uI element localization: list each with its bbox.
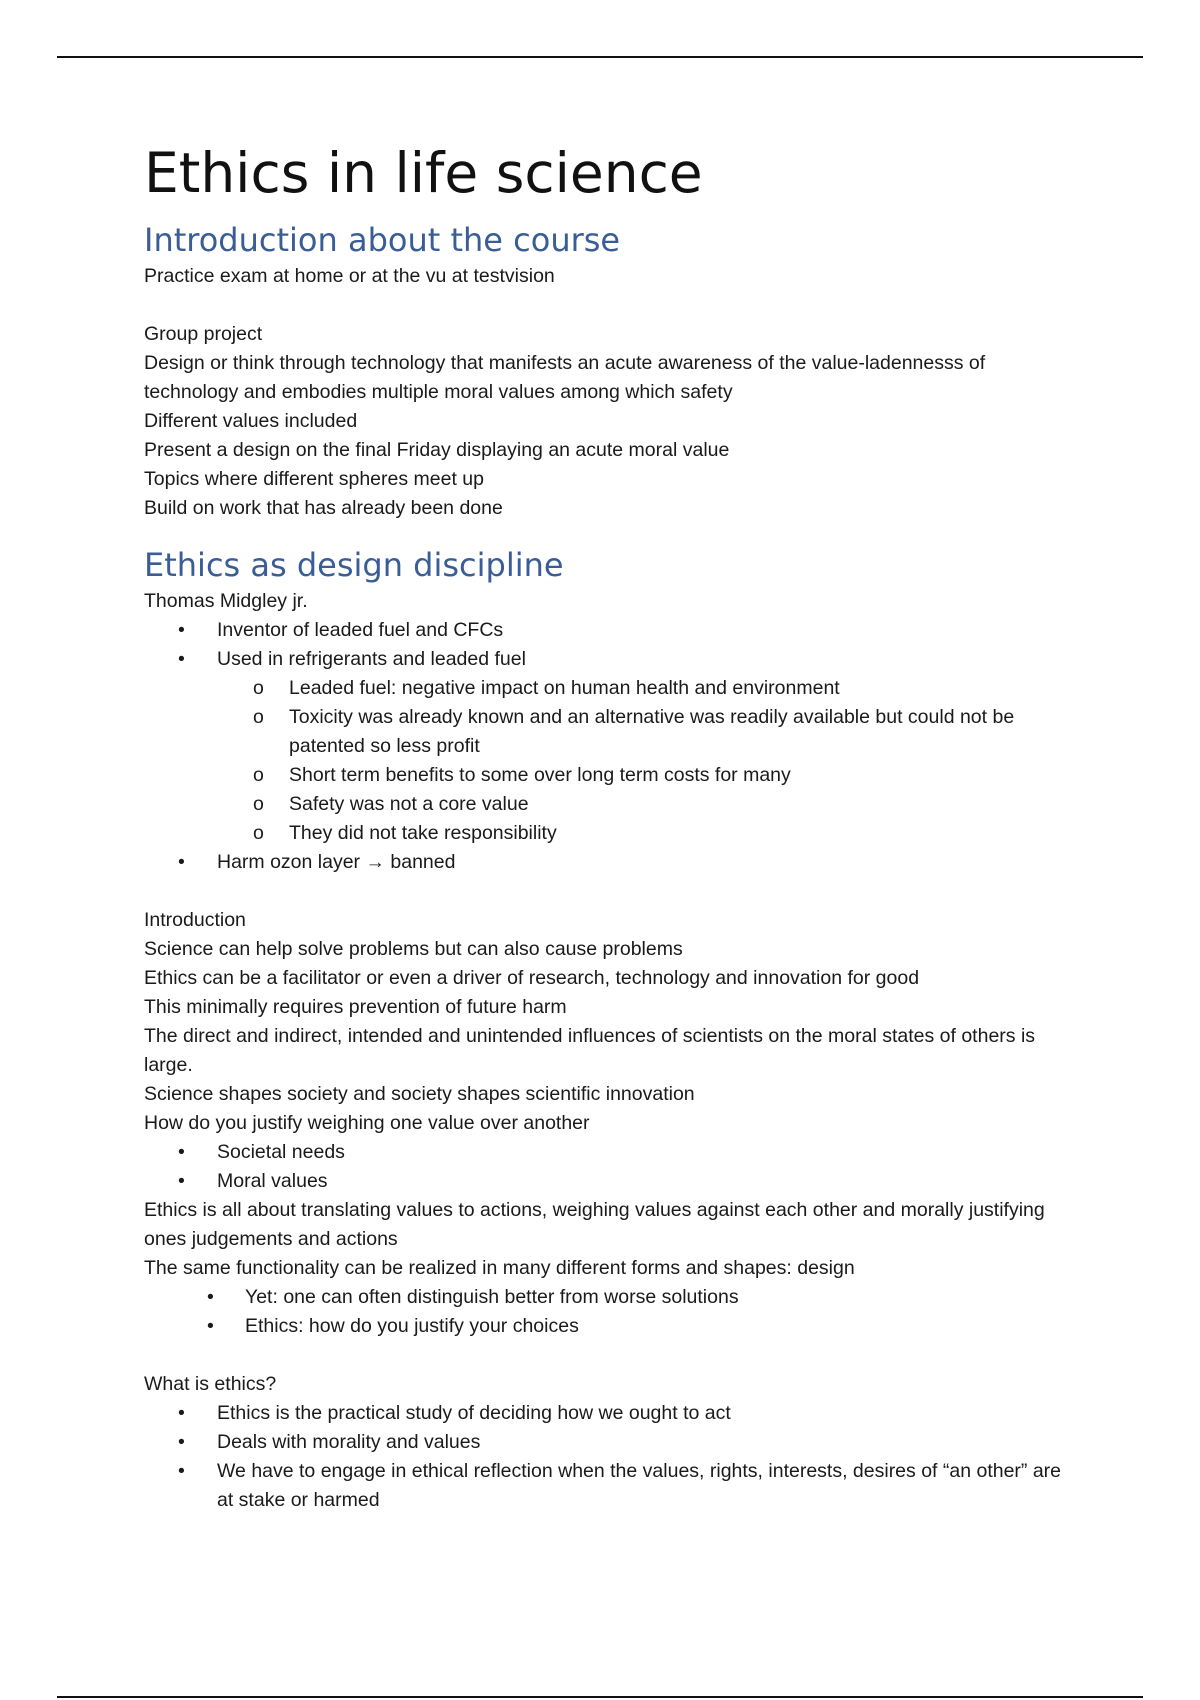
bullet-list bbox=[144, 1138, 1064, 1196]
list-item: • Inventor of leaded fuel and CFCs bbox=[144, 616, 1064, 645]
list-item: o They did not take responsibility bbox=[144, 819, 1064, 848]
blank-line bbox=[144, 877, 1064, 906]
bullet-list bbox=[144, 616, 1064, 674]
list-item: o Safety was not a core value bbox=[144, 790, 1064, 819]
paragraph: Present a design on the final Friday displaying an acute moral value bbox=[144, 439, 730, 461]
list-item: o Short term benefits to some over long term costs for many bbox=[144, 761, 1064, 790]
list-item: • Yet: one can often distinguish better from worse solutions bbox=[144, 1283, 1064, 1312]
list-item: o Leaded fuel: negative impact on human health and environment bbox=[144, 674, 1064, 703]
bullet-list bbox=[144, 1283, 1064, 1341]
bullet-list bbox=[144, 1399, 1064, 1515]
paragraph: How do you justify weighing one value over another bbox=[144, 1112, 590, 1134]
paragraph: Science can help solve problems but can also cause problems bbox=[144, 938, 683, 960]
document-body bbox=[144, 138, 1064, 1515]
paragraph: The direct and indirect, intended and unintended influences of scientists on the moral states of others is large. bbox=[144, 1025, 1036, 1076]
paragraph: What is ethics? bbox=[144, 1373, 277, 1395]
paragraph: Science shapes society and society shapes scientific innovation bbox=[144, 1083, 695, 1105]
paragraph: Ethics is all about translating values to actions, weighing values against each other and morally justifying ones judgements and actions bbox=[144, 1199, 1045, 1250]
paragraph: Design or think through technology that manifests an acute awareness of the value-ladennesss of technology and embodies multiple moral values among which safety bbox=[144, 352, 986, 403]
top-rule bbox=[57, 56, 1143, 58]
paragraph: Ethics can be a facilitator or even a driver of research, technology and innovation for good bbox=[144, 967, 920, 989]
list-item: o Toxicity was already known and an alternative was readily available but could not be patented so less profit bbox=[144, 703, 1064, 761]
paragraph: Group project bbox=[144, 323, 263, 345]
list-item: • Ethics is the practical study of deciding how we ought to act bbox=[144, 1399, 1064, 1428]
paragraph: The same functionality can be realized in many different forms and shapes: design bbox=[144, 1257, 855, 1279]
paragraph: Build on work that has already been done bbox=[144, 497, 503, 519]
bottom-rule bbox=[57, 1696, 1143, 1698]
paragraph: Introduction bbox=[144, 909, 246, 931]
bullet-list bbox=[144, 848, 1064, 877]
paragraph: Topics where different spheres meet up bbox=[144, 468, 484, 490]
paragraph: Practice exam at home or at the vu at testvision bbox=[144, 265, 555, 287]
paragraph: Thomas Midgley jr. bbox=[144, 590, 308, 612]
blank-line bbox=[144, 1341, 1064, 1370]
blank-line bbox=[144, 291, 1064, 320]
list-item: • Used in refrigerants and leaded fuel bbox=[144, 645, 1064, 674]
document-title: Ethics in life science bbox=[144, 141, 703, 205]
sub-bullet-list bbox=[144, 674, 1064, 848]
list-item: • Ethics: how do you justify your choices bbox=[144, 1312, 1064, 1341]
paragraph: Different values included bbox=[144, 410, 358, 432]
list-item: • Societal needs bbox=[144, 1138, 1064, 1167]
list-item: • Harm ozon layer → banned bbox=[144, 848, 1064, 877]
paragraph: This minimally requires prevention of future harm bbox=[144, 996, 567, 1018]
section-heading-design: Ethics as design discipline bbox=[144, 546, 564, 584]
list-item: • Moral values bbox=[144, 1167, 1064, 1196]
section-heading-intro: Introduction about the course bbox=[144, 221, 621, 259]
list-item: • Deals with morality and values bbox=[144, 1428, 1064, 1457]
list-item: • We have to engage in ethical reflection when the values, rights, interests, desires of “an other” are at stake or harmed bbox=[144, 1457, 1064, 1515]
